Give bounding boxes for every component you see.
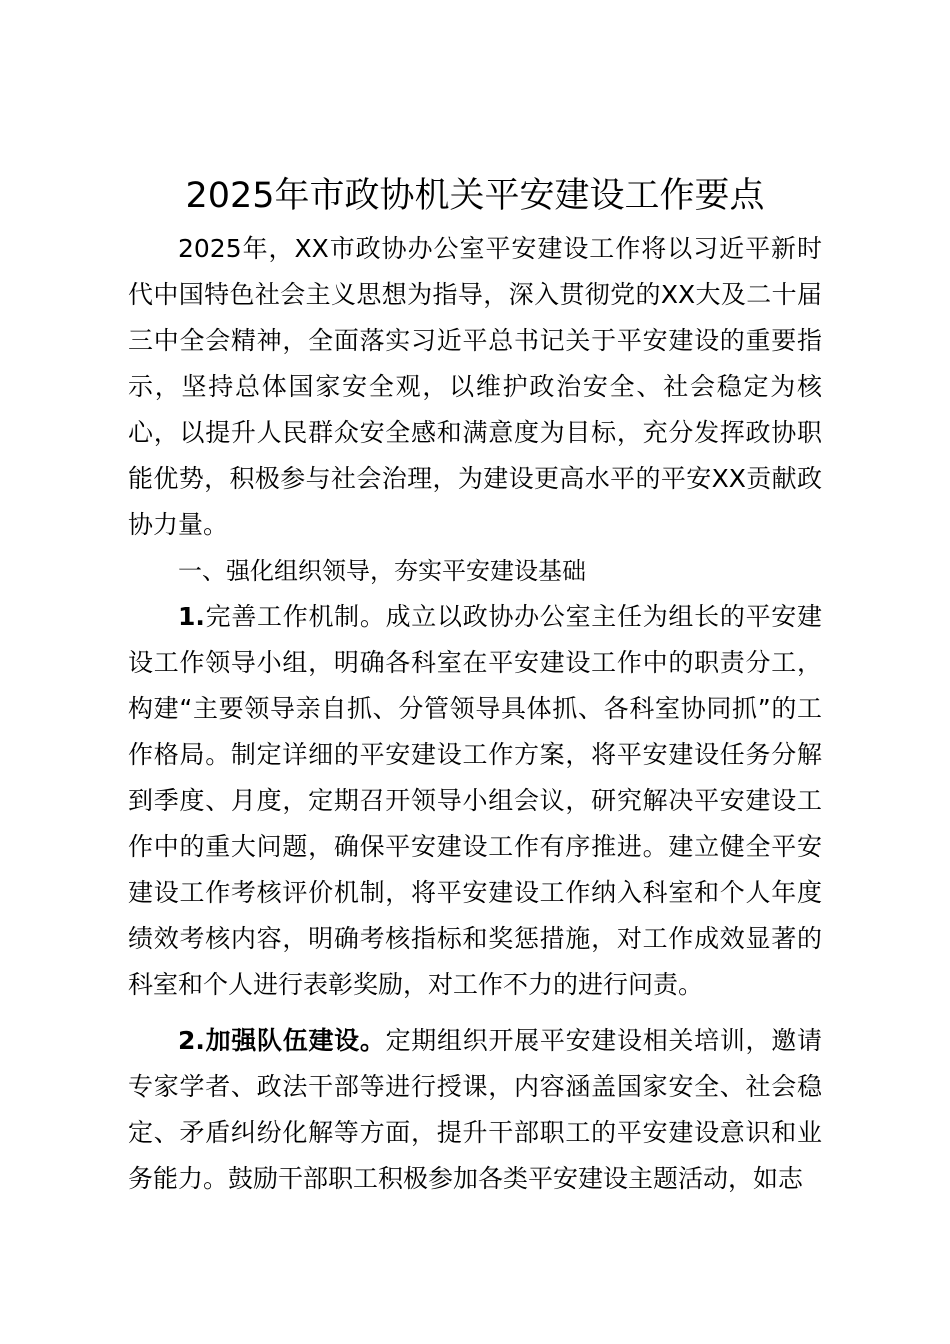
item-2-text: 定期组织开展平安建设相关培训，邀请专家学者、政法干部等进行授课，内容涵盖国家安全、社会稳定、矛盾纠纷化解等方面，提升干部职工的平安建设意识和业务能力。鼓励干部职工积极参加各类平安建设主题活动，如志 bbox=[128, 1026, 822, 1193]
document-body bbox=[128, 226, 822, 1202]
item-1-text: 完善工作机制。成立以政协办公室主任为组长的平安建设工作领导小组，明确各科室在平安建设工作中的职责分工，构建“主要领导亲自抓、分管领导具体抓、各科室协同抓”的工作格局。制定详细的平安建设工作方案，将平安建设任务分解到季度、月度，定期召开领导小组会议，研究解决平安建设工作中的重大问题，确保平安建设工作有序推进。建立健全平安建设工作考核评价机制，将平安建设工作纳入科室和个人年度绩效考核内容，明确考核指标和奖惩措施，对工作成效显著的科室和个人进行表彰奖励，对工作不力的进行问责。 bbox=[128, 602, 822, 999]
item-2-lead: 2.加强队伍建设。 bbox=[178, 1026, 386, 1055]
section-heading: 一、强化组织领导，夯实平安建设基础 bbox=[178, 557, 586, 585]
document-title: 2025年市政协机关平安建设工作要点 bbox=[185, 176, 765, 216]
item-1-lead: 1. bbox=[178, 602, 205, 631]
item-1-paragraph bbox=[128, 594, 822, 1008]
item-2-paragraph bbox=[128, 1018, 822, 1202]
intro-paragraph: 2025年，XX市政协办公室平安建设工作将以习近平新时代中国特色社会主义思想为指导，深入贯彻党的XX大及二十届三中全会精神，全面落实习近平总书记关于平安建设的重要指示，坚持总体国家安全观，以维护政治安全、社会稳定为核心，以提升人民群众安全感和满意度为目标，充分发挥政协职能优势，积极参与社会治理，为建设更高水平的平安XX贡献政协力量。 bbox=[128, 234, 822, 539]
